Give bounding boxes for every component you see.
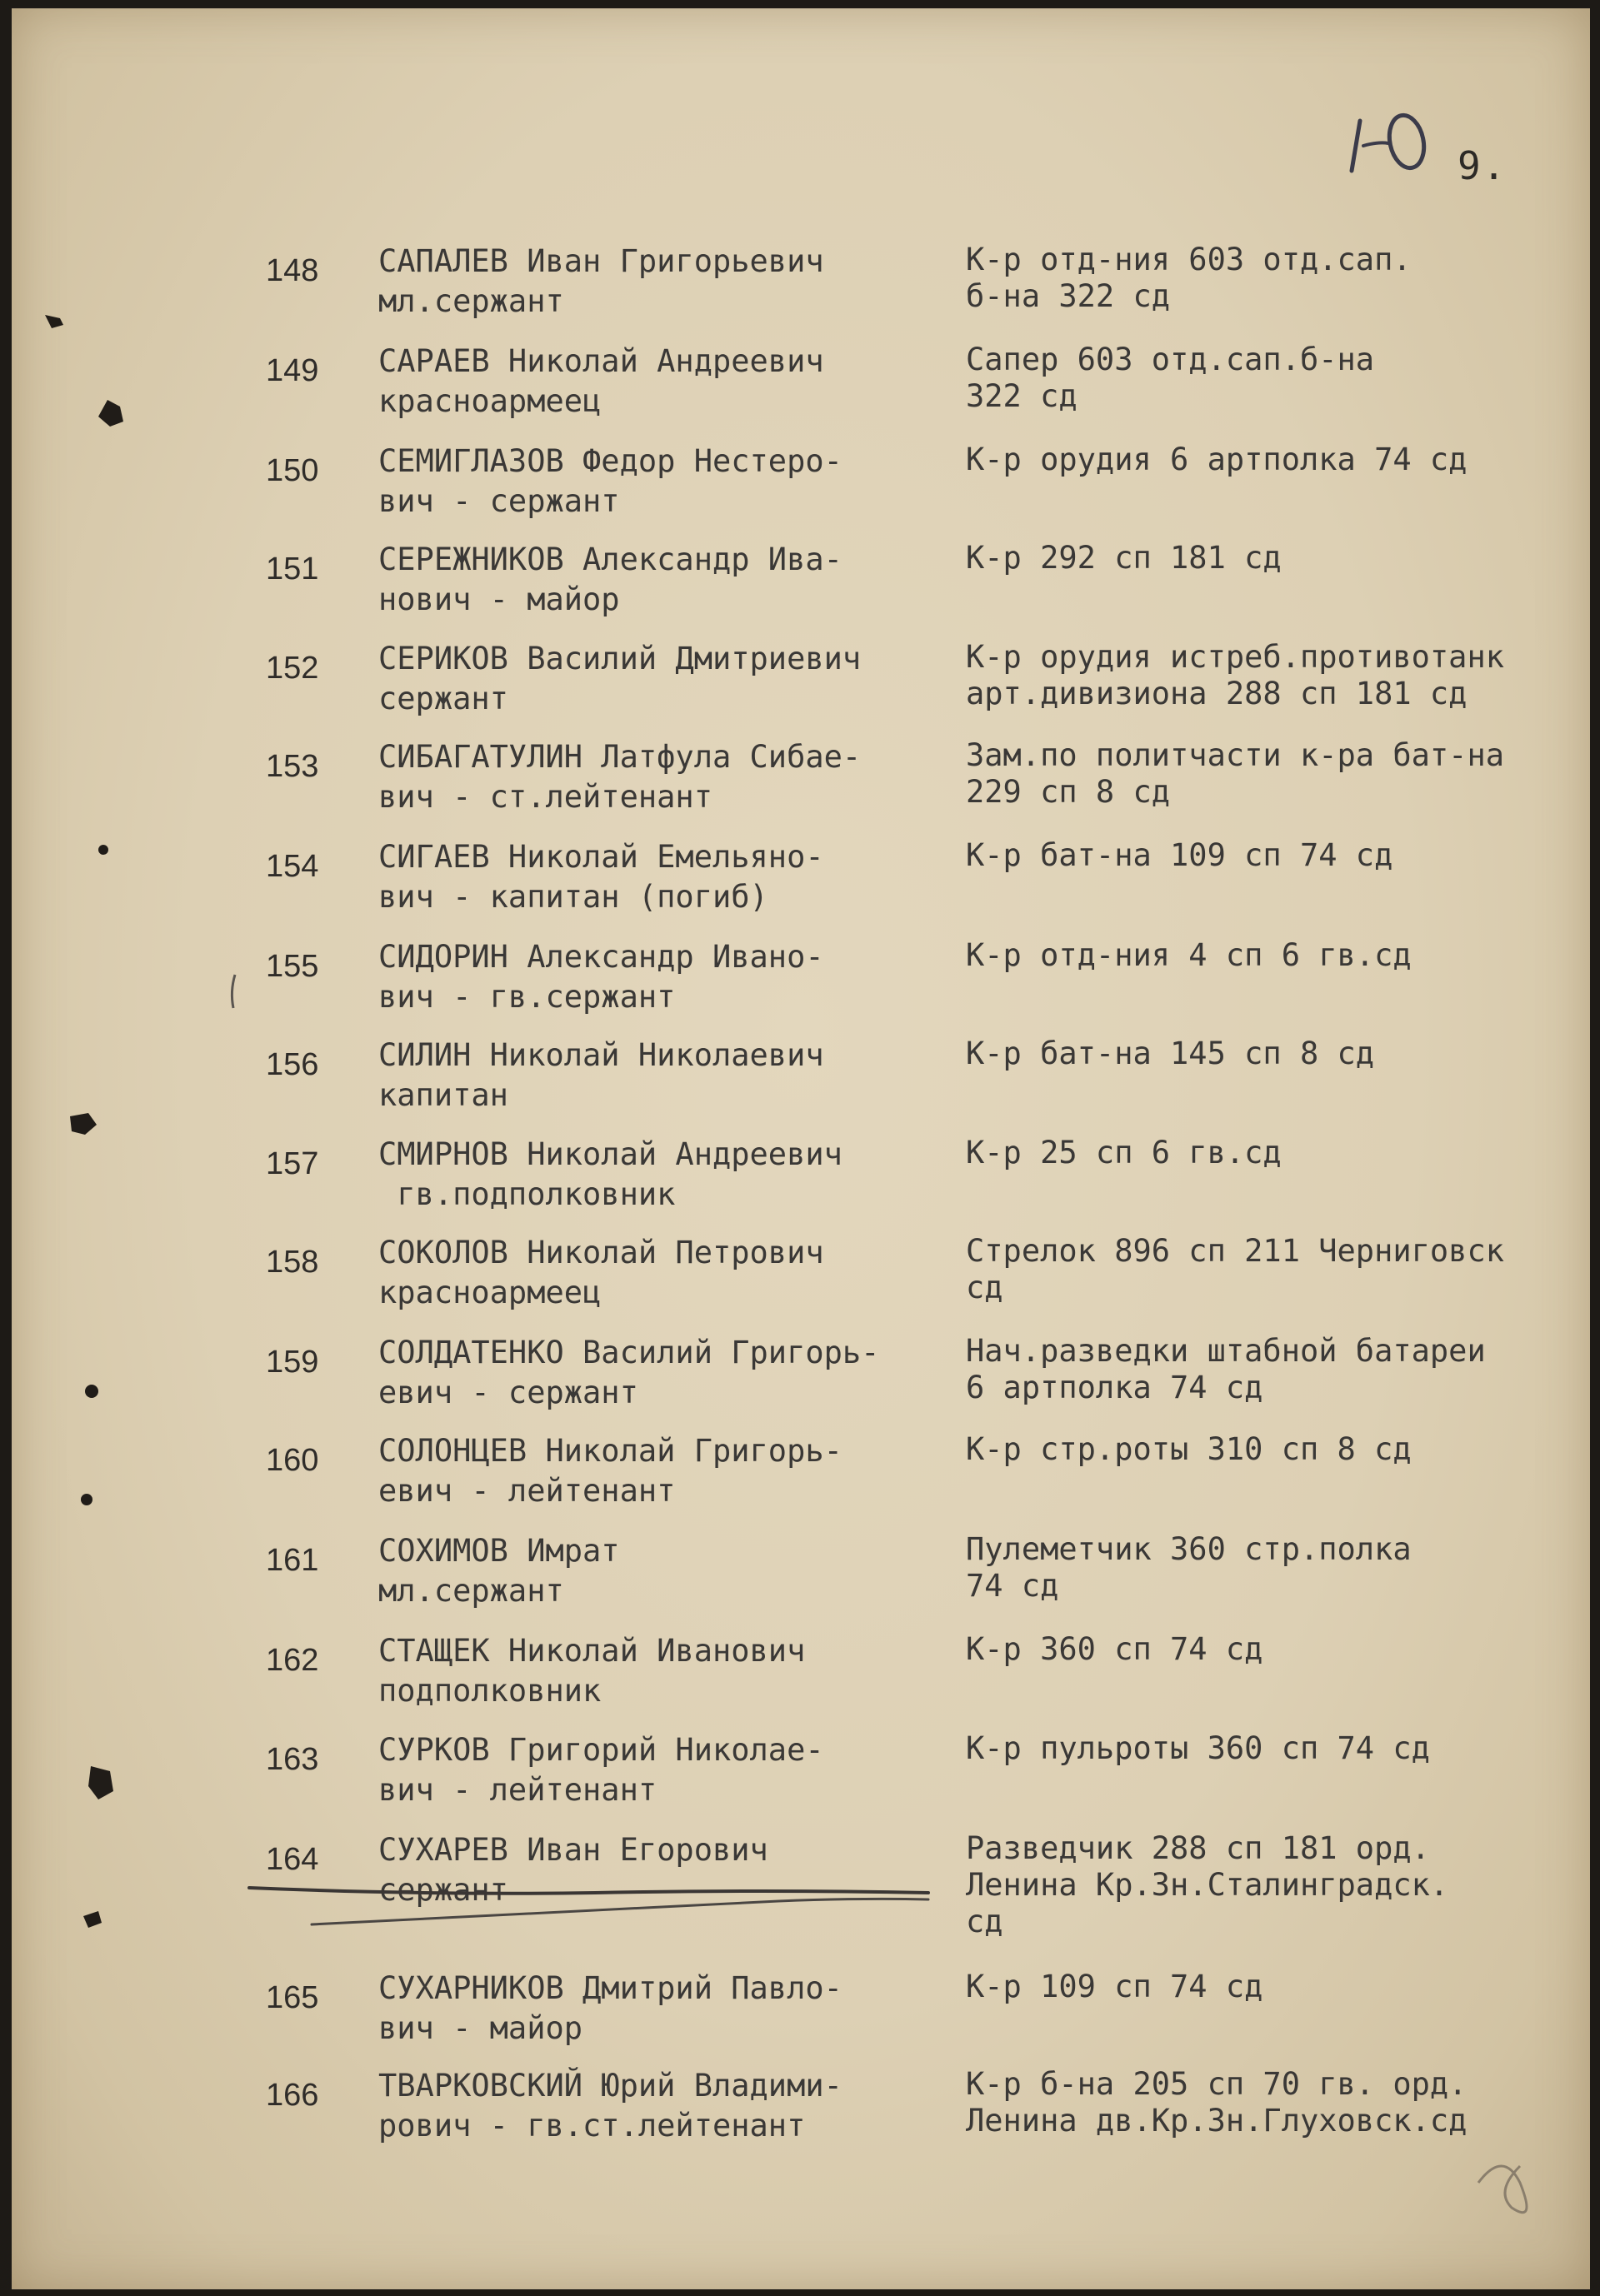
unit-line: сд — [966, 1270, 1003, 1305]
unit-position — [966, 1233, 1590, 1306]
unit-position — [966, 837, 1590, 874]
entry-number: 154 — [266, 849, 319, 884]
list-entry — [12, 1233, 1590, 1325]
unit-line: К-р 360 сп 74 сд — [966, 1631, 1263, 1667]
unit-position — [966, 442, 1590, 478]
name-line: нович - майор — [378, 581, 620, 617]
unit-line: Ленина Кр.Зн.Сталинградск. — [966, 1867, 1449, 1903]
list-entry — [12, 540, 1590, 631]
name-line: вич - гв.сержант — [378, 979, 676, 1015]
typed-folio-number: 9. — [1458, 143, 1508, 188]
unit-position — [966, 1531, 1590, 1605]
list-entry — [12, 1036, 1590, 1127]
unit-line: 322 сд — [966, 378, 1078, 414]
unit-line: К-р отд-ния 4 сп 6 гв.сд — [966, 937, 1412, 973]
list-entry — [12, 1333, 1590, 1425]
person-name-rank — [378, 1830, 945, 1910]
unit-position — [966, 1631, 1590, 1668]
entry-number: 165 — [266, 1980, 319, 2015]
entry-number: 162 — [266, 1643, 319, 1678]
entry-number: 153 — [266, 749, 319, 784]
list-entry — [12, 639, 1590, 731]
list-entry — [12, 1830, 1590, 1939]
list-entry — [12, 1531, 1590, 1623]
entry-number: 148 — [266, 253, 319, 288]
entry-number: 161 — [266, 1543, 319, 1578]
name-line: мл.сержант — [378, 283, 564, 319]
unit-line: Зам.по политчасти к-ра бат-на — [966, 737, 1505, 773]
unit-line: Сапер 603 отд.сап.б-на — [966, 342, 1375, 377]
unit-position — [966, 1730, 1590, 1767]
name-line: евич - лейтенант — [378, 1473, 676, 1509]
unit-line: К-р орудия 6 артполка 74 сд — [966, 442, 1468, 477]
name-line: СУРКОВ Григорий Николае- — [378, 1732, 824, 1768]
unit-position — [966, 242, 1590, 315]
unit-position — [966, 1036, 1590, 1072]
name-line: сержант — [378, 1872, 508, 1908]
list-entry — [12, 342, 1590, 433]
entry-number: 163 — [266, 1742, 319, 1777]
unit-position — [966, 1969, 1590, 2005]
name-line: вич - ст.лейтенант — [378, 779, 712, 815]
name-line: ТВАРКОВСКИЙ Юрий Владими- — [378, 2068, 842, 2104]
unit-line: 6 артполка 74 сд — [966, 1370, 1263, 1405]
list-entry — [12, 2066, 1590, 2158]
list-entry — [12, 1969, 1590, 2060]
unit-line: б-на 322 сд — [966, 278, 1171, 314]
entry-number: 158 — [266, 1245, 319, 1280]
entry-number: 150 — [266, 453, 319, 488]
entry-number: 160 — [266, 1443, 319, 1478]
name-line: рович - гв.ст.лейтенант — [378, 2108, 806, 2144]
person-name-rank — [378, 1431, 945, 1511]
entry-number: 159 — [266, 1345, 319, 1380]
unit-line: К-р 109 сп 74 сд — [966, 1969, 1263, 2004]
name-line: красноармеец — [378, 383, 602, 419]
unit-position — [966, 1135, 1590, 1171]
name-line: СЕМИГЛАЗОВ Федор Нестеро- — [378, 443, 842, 479]
name-line: вич - капитан (погиб) — [378, 879, 768, 915]
unit-line: сд — [966, 1904, 1003, 1939]
unit-position — [966, 1431, 1590, 1468]
unit-line: К-р 292 сп 181 сд — [966, 540, 1282, 576]
person-name-rank — [378, 1233, 945, 1313]
unit-position — [966, 737, 1590, 811]
person-name-rank — [378, 442, 945, 522]
person-name-rank — [378, 737, 945, 817]
name-line: СИДОРИН Александр Ивано- — [378, 939, 824, 975]
name-line: СОЛОНЦЕВ Николай Григорь- — [378, 1433, 842, 1469]
name-line: СИЛИН Николай Николаевич — [378, 1037, 824, 1073]
entry-number: 152 — [266, 651, 319, 686]
list-entry — [12, 937, 1590, 1029]
unit-line: 229 сп 8 сд — [966, 774, 1171, 810]
unit-position — [966, 937, 1590, 974]
unit-position — [966, 1333, 1590, 1406]
person-name-rank — [378, 1036, 945, 1116]
unit-line: К-р б-на 205 сп 70 гв. орд. — [966, 2066, 1468, 2102]
name-line: евич - сержант — [378, 1375, 638, 1410]
name-line: СЕРЕЖНИКОВ Александр Ива- — [378, 542, 842, 577]
name-line: подполковник — [378, 1673, 602, 1709]
person-name-rank — [378, 1531, 945, 1611]
name-line: вич - лейтенант — [378, 1772, 658, 1808]
person-name-rank — [378, 2066, 945, 2146]
name-line: СЕРИКОВ Василий Дмитриевич — [378, 641, 862, 676]
unit-line: К-р орудия истреб.противотанк — [966, 639, 1505, 675]
unit-line: Пулеметчик 360 стр.полка — [966, 1531, 1412, 1567]
name-line: капитан — [378, 1077, 508, 1113]
unit-line: К-р 25 сп 6 гв.сд — [966, 1135, 1282, 1170]
name-line: СТАЩЕК Николай Иванович — [378, 1633, 806, 1669]
person-name-rank — [378, 1333, 945, 1413]
name-line: САПАЛЕВ Иван Григорьевич — [378, 243, 824, 279]
person-name-rank — [378, 1135, 945, 1215]
unit-line: арт.дивизиона 288 сп 181 сд — [966, 676, 1468, 711]
unit-line: 74 сд — [966, 1568, 1059, 1604]
unit-position — [966, 1830, 1590, 1940]
person-name-rank — [378, 1631, 945, 1711]
entry-number: 151 — [266, 552, 319, 586]
name-line: СОКОЛОВ Николай Петрович — [378, 1235, 824, 1270]
name-line: гв.подполковник — [378, 1176, 676, 1212]
name-line: вич - майор — [378, 2010, 583, 2046]
person-name-rank — [378, 639, 945, 719]
name-line: СИБАГАТУЛИН Латфула Сибае- — [378, 739, 862, 775]
list-entry — [12, 737, 1590, 829]
list-entry — [12, 1135, 1590, 1226]
list-entry — [12, 442, 1590, 533]
unit-line: К-р бат-на 109 сп 74 сд — [966, 837, 1393, 873]
entry-list — [12, 8, 1590, 2289]
unit-line: Стрелок 896 сп 211 Черниговск — [966, 1233, 1505, 1269]
list-entry — [12, 1631, 1590, 1723]
name-line: СМИРНОВ Николай Андреевич — [378, 1136, 842, 1172]
entry-number: 156 — [266, 1047, 319, 1082]
name-line: СИГАЕВ Николай Емельяно- — [378, 839, 824, 875]
list-entry — [12, 1730, 1590, 1822]
list-entry — [12, 1431, 1590, 1523]
name-line: СОХИМОВ Имрат — [378, 1533, 620, 1569]
unit-position — [966, 2066, 1590, 2139]
person-name-rank — [378, 242, 945, 322]
name-line: САРАЕВ Николай Андреевич — [378, 343, 824, 379]
archive-page — [12, 8, 1590, 2289]
entry-number: 166 — [266, 2078, 319, 2113]
list-entry — [12, 242, 1590, 333]
name-line: красноармеец — [378, 1275, 602, 1310]
name-line: СОЛДАТЕНКО Василий Григорь- — [378, 1335, 880, 1370]
unit-line: Нач.разведки штабной батареи — [966, 1333, 1486, 1369]
name-line: вич - сержант — [378, 483, 620, 519]
name-line: СУХАРЕВ Иван Егорович — [378, 1832, 768, 1868]
person-name-rank — [378, 1969, 945, 2049]
person-name-rank — [378, 540, 945, 620]
entry-number: 155 — [266, 949, 319, 984]
name-line: СУХАРНИКОВ Дмитрий Павло- — [378, 1970, 842, 2006]
person-name-rank — [378, 342, 945, 422]
unit-line: К-р пульроты 360 сп 74 сд — [966, 1730, 1430, 1766]
unit-position — [966, 639, 1590, 712]
unit-position — [966, 540, 1590, 576]
entry-number: 149 — [266, 353, 319, 388]
unit-line: К-р стр.роты 310 сп 8 сд — [966, 1431, 1412, 1467]
entry-number: 157 — [266, 1146, 319, 1181]
person-name-rank — [378, 937, 945, 1017]
person-name-rank — [378, 837, 945, 917]
list-entry — [12, 837, 1590, 929]
name-line: сержант — [378, 681, 508, 716]
person-name-rank — [378, 1730, 945, 1810]
unit-line: К-р отд-ния 603 отд.сап. — [966, 242, 1412, 277]
unit-line: К-р бат-на 145 сп 8 сд — [966, 1036, 1375, 1071]
name-line: мл.сержант — [378, 1573, 564, 1609]
unit-line: Разведчик 288 сп 181 орд. — [966, 1830, 1430, 1866]
unit-position — [966, 342, 1590, 415]
entry-number: 164 — [266, 1842, 319, 1877]
unit-line: Ленина дв.Кр.Зн.Глуховск.сд — [966, 2103, 1468, 2139]
